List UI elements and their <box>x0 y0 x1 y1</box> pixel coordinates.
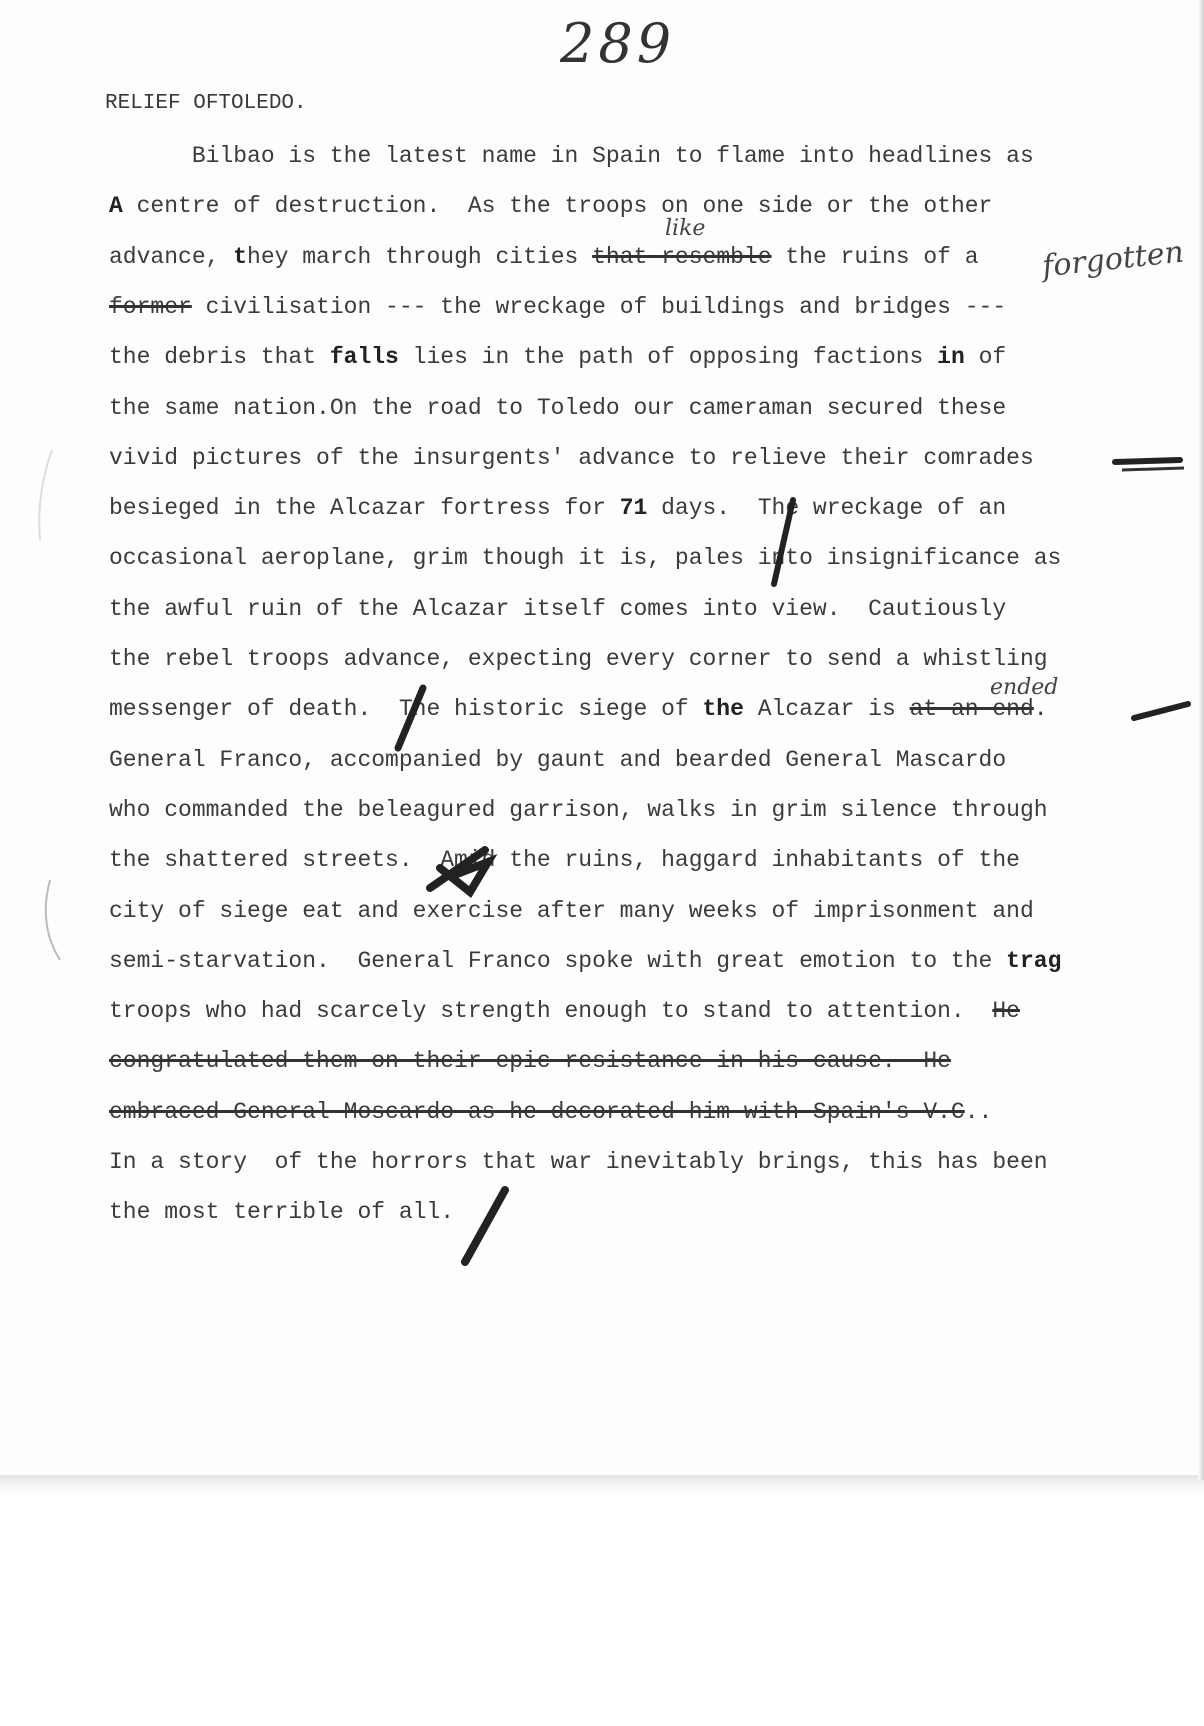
text-segment: hey march through cities <box>247 243 593 270</box>
text-segment: lies in the path of opposing factions <box>398 344 938 371</box>
text-line <box>109 493 1006 523</box>
struck-text: at an end <box>909 696 1034 723</box>
scan-shadow <box>0 1475 1204 1726</box>
overtyped-text: 71 <box>619 495 648 522</box>
page-number: 289 <box>560 12 676 75</box>
text-segment: advance, <box>109 243 234 270</box>
text-segment: Bilbao is the latest name in Spain to flame into headlines as <box>109 143 1034 169</box>
text-segment: troops who had scarcely strength enough to stand to attention. <box>109 998 993 1025</box>
pen-dash <box>1134 704 1188 718</box>
text-segment: In a story of the horrors that war inevitably brings, this has been <box>109 1149 1048 1175</box>
text-line <box>109 443 1034 473</box>
text-segment: General Franco, accompanied by gaunt and bearded General Mascardo <box>109 746 1007 773</box>
text-line <box>109 745 1006 775</box>
overtyped-text: t <box>233 243 248 270</box>
text-line <box>109 946 1061 976</box>
scan-edge <box>1198 0 1204 1480</box>
text-segment: semi-starvation. General Franco spoke with great emotion to the <box>109 947 1007 974</box>
text-line <box>109 644 1048 674</box>
document-title: RELIEF OFTOLEDO. <box>105 92 307 115</box>
pen-dash <box>1115 460 1180 462</box>
text-segment: the debris that <box>109 344 330 371</box>
pen-slash <box>465 1190 505 1262</box>
handwritten-forgotten: forgotten <box>1040 234 1186 285</box>
text-line <box>109 996 1020 1026</box>
text-line <box>109 141 1034 171</box>
text-line <box>109 543 1061 573</box>
text-segment: the rebel troops advance, expecting every corner to send a whistling <box>109 646 1048 672</box>
text-line <box>109 694 1048 724</box>
text-segment: of <box>964 344 1007 371</box>
text-segment: besieged in the Alcazar fortress for <box>109 495 620 522</box>
text-segment: the most terrible of all. <box>109 1199 455 1226</box>
text-line <box>109 1046 951 1076</box>
struck-text: congratulated them on their epic resistance in his cause. He <box>109 1048 951 1075</box>
text-line <box>109 896 1034 926</box>
struck-text: that resemble <box>592 243 772 270</box>
overtyped-text: A <box>109 193 123 220</box>
text-line <box>109 1097 992 1127</box>
text-segment: who commanded the beleagured garrison, walks in grim silence through <box>109 796 1048 823</box>
margin-bracket <box>46 880 60 960</box>
pen-dash <box>1122 468 1184 470</box>
struck-text: former <box>109 293 192 320</box>
text-line <box>109 594 1006 624</box>
overtyped-text: in <box>937 344 965 371</box>
text-segment: Alcazar is <box>743 696 910 723</box>
text-line <box>109 191 992 221</box>
text-line <box>109 845 1020 875</box>
margin-bracket <box>39 450 52 540</box>
text-line <box>109 1147 1048 1177</box>
text-line <box>109 342 1006 372</box>
text-segment: messenger of death. The historic siege of <box>109 696 703 723</box>
text-segment: the awful ruin of the Alcazar itself comes into view. Cautiously <box>109 595 1007 622</box>
text-segment: .. <box>964 1098 993 1125</box>
handwritten-like: like <box>665 216 706 241</box>
overtyped-text: the <box>702 696 744 723</box>
text-segment: centre of destruction. As the troops on one side or the other <box>122 193 993 220</box>
text-segment: city of siege eat and exercise after many weeks of imprisonment and <box>109 897 1034 924</box>
struck-text: He <box>992 998 1020 1025</box>
text-segment: vivid pictures of the insurgents' advance to relieve their comrades <box>109 444 1034 471</box>
struck-text: embraced General Moscardo as he decorated him with Spain's V.C <box>109 1098 965 1125</box>
text-line <box>109 393 1006 423</box>
text-segment: . <box>1033 696 1048 723</box>
text-segment: civilisation --- the wreckage of buildings and bridges --- <box>191 293 1007 320</box>
handwritten-ended: ended <box>990 675 1059 700</box>
text-line <box>109 1197 454 1227</box>
text-line <box>109 795 1048 825</box>
overtyped-text: falls <box>329 344 399 371</box>
text-segment: days. The wreckage of an <box>647 495 1007 522</box>
text-segment: occasional aeroplane, grim though it is, pales into insignificance as <box>109 545 1062 572</box>
overtyped-text: trag <box>1006 947 1062 974</box>
text-line <box>109 292 1006 322</box>
text-segment: the shattered streets. Amid the ruins, haggard inhabitants of the <box>109 847 1020 874</box>
text-segment: the same nation.On the road to Toledo our cameraman secured these <box>109 394 1007 421</box>
text-segment: the ruins of a <box>771 243 979 270</box>
text-line <box>109 242 979 272</box>
